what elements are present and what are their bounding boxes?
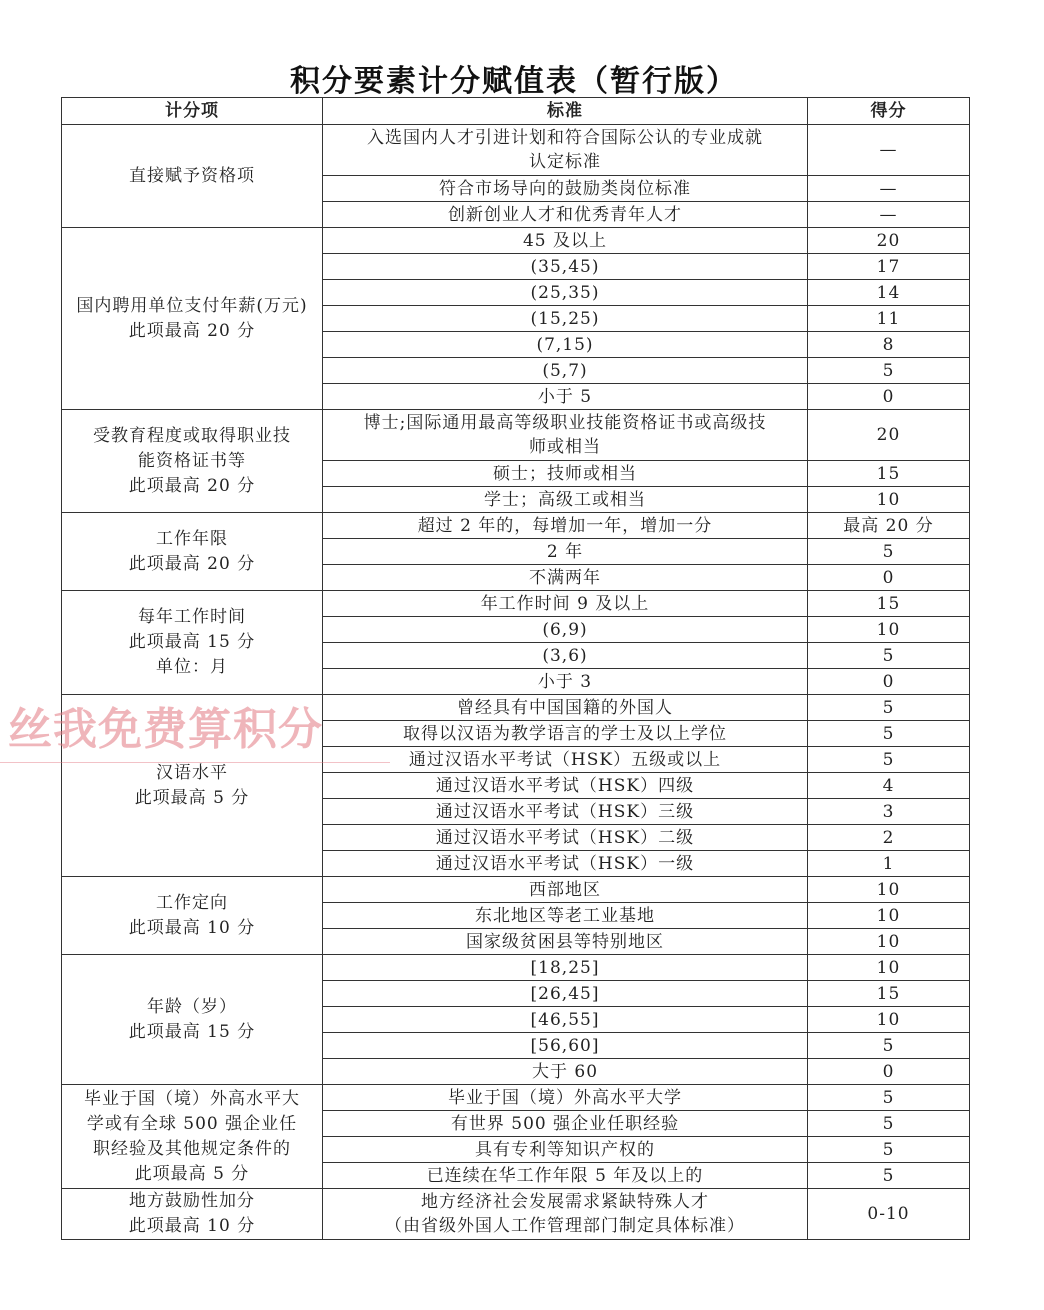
score-cell: 0 [808, 1059, 970, 1085]
standard-text: 师或相当 [529, 437, 601, 457]
standard-text: [18,25] [530, 957, 600, 978]
category-cell [62, 410, 323, 513]
standard-text: 通过汉语水平考试（HSK）五级或以上 [408, 749, 722, 770]
standard-cell [323, 306, 808, 332]
standard-cell [323, 929, 808, 955]
standard-text: 小于 5 [537, 386, 593, 407]
standard-text: 45 及以上 [522, 230, 608, 251]
score-cell: 11 [808, 306, 970, 332]
standard-text: 不满两年 [529, 567, 601, 588]
standard-text: 已连续在华工作年限 5 年及以上的 [426, 1165, 704, 1186]
standard-cell [323, 384, 808, 410]
standard-text: 大于 60 [531, 1061, 599, 1082]
table-row [62, 1189, 970, 1240]
standard-cell [323, 981, 808, 1007]
standard-text: （由省级外国人工作管理部门制定具体标准） [385, 1216, 745, 1236]
standard-text: (6,9) [542, 619, 588, 640]
category-label: 直接赋予资格项 [129, 165, 255, 186]
standard-cell [323, 1137, 808, 1163]
standard-text: 认定标准 [529, 152, 601, 172]
standard-cell [323, 1189, 808, 1240]
standard-text: (35,45) [530, 256, 600, 277]
category-label: 受教育程度或取得职业技 [93, 425, 291, 446]
score-cell: 15 [808, 981, 970, 1007]
standard-text: 硕士；技师或相当 [493, 463, 637, 484]
standard-cell [323, 721, 808, 747]
page-title: 积分要素计分赋值表（暂行版） [290, 64, 738, 99]
category-label: 地方鼓励性加分 [129, 1191, 255, 1211]
standard-cell [323, 877, 808, 903]
standard-text: (25,35) [530, 282, 600, 303]
standard-cell [323, 799, 808, 825]
standard-cell [323, 617, 808, 643]
standard-cell [323, 280, 808, 306]
standard-cell [323, 1085, 808, 1111]
standard-cell [323, 539, 808, 565]
score-cell: 10 [808, 955, 970, 981]
category-label: 此项最高 10 分 [128, 917, 256, 938]
category-label: 此项最高 20 分 [128, 553, 256, 574]
score-cell: 3 [808, 799, 970, 825]
category-label: 此项最高 5 分 [134, 787, 250, 808]
category-label: 此项最高 5 分 [134, 1163, 250, 1184]
category-label: 单位：月 [156, 657, 228, 677]
score-cell: 4 [808, 773, 970, 799]
score-cell: 10 [808, 617, 970, 643]
score-cell: 5 [808, 643, 970, 669]
standard-cell [323, 202, 808, 228]
standard-cell [323, 513, 808, 539]
standard-text: 国家级贫困县等特别地区 [466, 931, 664, 952]
score-cell: 5 [808, 747, 970, 773]
standard-text: [46,55] [530, 1009, 600, 1030]
standard-text: 有世界 500 强企业任职经验 [450, 1113, 680, 1134]
score-cell: 17 [808, 254, 970, 280]
score-cell: — [808, 202, 970, 228]
score-cell: 0 [808, 565, 970, 591]
category-label: 工作年限 [156, 528, 228, 549]
standard-cell [323, 773, 808, 799]
standard-cell [323, 695, 808, 721]
standard-cell [323, 1059, 808, 1085]
standard-cell [323, 176, 808, 202]
category-cell [62, 1189, 323, 1240]
standard-text: 小于 3 [537, 671, 593, 692]
score-cell: 5 [808, 1163, 970, 1189]
header-standard: 标准 [323, 98, 808, 125]
score-cell: 15 [808, 591, 970, 617]
category-label: 汉语水平 [156, 762, 228, 783]
standard-text: 通过汉语水平考试（HSK）二级 [435, 827, 695, 848]
category-cell [62, 591, 323, 695]
category-cell [62, 877, 323, 955]
score-cell: 最高 20 分 [808, 513, 970, 539]
table-row [62, 228, 970, 254]
standard-text: 符合市场导向的鼓励类岗位标准 [439, 178, 691, 199]
category-label: 此项最高 20 分 [128, 320, 256, 341]
category-label: 毕业于国（境）外高水平大 [84, 1088, 300, 1109]
score-cell: 0 [808, 384, 970, 410]
table-body [62, 125, 970, 1240]
standard-cell [323, 461, 808, 487]
category-label: 能资格证书等 [138, 450, 246, 471]
standard-text: 入选国内人才引进计划和符合国际公认的专业成就 [367, 128, 763, 148]
category-label: 此项最高 20 分 [128, 475, 256, 496]
standard-cell [323, 228, 808, 254]
header-item: 计分项 [62, 98, 323, 125]
category-cell [62, 1085, 323, 1189]
score-cell: — [808, 176, 970, 202]
score-cell: 5 [808, 1137, 970, 1163]
standard-text: (15,25) [530, 308, 600, 329]
category-cell [62, 125, 323, 228]
score-cell: 0-10 [808, 1189, 970, 1240]
standard-cell [323, 358, 808, 384]
header-score: 得分 [808, 98, 970, 125]
score-cell: 1 [808, 851, 970, 877]
score-cell: 20 [808, 410, 970, 461]
category-cell [62, 955, 323, 1085]
standard-cell [323, 903, 808, 929]
category-label: 国内聘用单位支付年薪(万元) [76, 295, 308, 316]
standard-cell [323, 487, 808, 513]
category-cell [62, 228, 323, 410]
score-cell: 5 [808, 1111, 970, 1137]
standard-cell [323, 669, 808, 695]
score-cell: — [808, 125, 970, 176]
table-row [62, 591, 970, 617]
category-label: 每年工作时间 [138, 607, 246, 627]
score-cell: 10 [808, 929, 970, 955]
category-label: 职经验及其他规定条件的 [93, 1138, 291, 1159]
standard-text: 具有专利等知识产权的 [475, 1139, 655, 1160]
standard-text: 博士;国际通用最高等级职业技能资格证书或高级技 [363, 413, 767, 433]
standard-cell [323, 851, 808, 877]
score-cell: 5 [808, 695, 970, 721]
standard-text: 通过汉语水平考试（HSK）一级 [435, 853, 695, 874]
score-cell: 5 [808, 721, 970, 747]
table-row [62, 1085, 970, 1111]
score-cell: 2 [808, 825, 970, 851]
standard-cell [323, 643, 808, 669]
standard-text: 西部地区 [529, 879, 601, 900]
category-cell [62, 513, 323, 591]
standard-cell [323, 591, 808, 617]
table-row [62, 877, 970, 903]
table-row [62, 955, 970, 981]
table-row [62, 125, 970, 176]
score-cell: 10 [808, 1007, 970, 1033]
standard-cell [323, 1007, 808, 1033]
standard-cell [323, 1111, 808, 1137]
category-label: 此项最高 10 分 [128, 1216, 256, 1236]
standard-text: (3,6) [542, 645, 588, 666]
score-cell: 15 [808, 461, 970, 487]
standard-cell [323, 747, 808, 773]
standard-cell [323, 254, 808, 280]
standard-cell [323, 1033, 808, 1059]
score-cell: 5 [808, 358, 970, 384]
header-row [62, 98, 970, 125]
standard-cell [323, 825, 808, 851]
standard-cell [323, 125, 808, 176]
standard-cell [323, 1163, 808, 1189]
score-cell: 10 [808, 487, 970, 513]
standard-text: 地方经济社会发展需求紧缺特殊人才 [421, 1192, 709, 1212]
table-row [62, 410, 970, 461]
standard-cell [323, 410, 808, 461]
score-cell: 10 [808, 903, 970, 929]
standard-text: 年工作时间 9 及以上 [480, 593, 650, 614]
standard-text: 东北地区等老工业基地 [475, 905, 655, 926]
standard-text: [26,45] [530, 983, 600, 1004]
standard-text: 创新创业人才和优秀青年人才 [448, 204, 682, 225]
table-row [62, 513, 970, 539]
score-cell: 5 [808, 1033, 970, 1059]
standard-text: 通过汉语水平考试（HSK）四级 [435, 775, 695, 796]
score-cell: 8 [808, 332, 970, 358]
standard-text: 曾经具有中国国籍的外国人 [457, 697, 673, 718]
standard-text: 2 年 [546, 541, 584, 562]
score-cell: 10 [808, 877, 970, 903]
category-label: 此项最高 15 分 [128, 632, 256, 652]
score-cell: 5 [808, 539, 970, 565]
standard-text: (7,15) [536, 334, 594, 355]
standard-text: 取得以汉语为教学语言的学士及以上学位 [403, 723, 727, 744]
standard-text: 超过 2 年的，每增加一年，增加一分 [417, 515, 713, 536]
standard-cell [323, 955, 808, 981]
standard-text: [56,60] [530, 1035, 600, 1056]
score-cell: 20 [808, 228, 970, 254]
standard-text: (5,7) [542, 360, 588, 381]
standard-cell [323, 565, 808, 591]
standard-text: 毕业于国（境）外高水平大学 [448, 1087, 682, 1108]
watermark: 丝我免费算积分 [8, 704, 323, 755]
score-cell: 5 [808, 1085, 970, 1111]
category-label: 年龄（岁） [147, 996, 237, 1017]
category-label: 工作定向 [156, 892, 228, 913]
standard-text: 学士；高级工或相当 [484, 489, 646, 510]
watermark-underline [0, 762, 390, 763]
standard-text: 通过汉语水平考试（HSK）三级 [435, 801, 695, 822]
score-cell: 0 [808, 669, 970, 695]
category-label: 此项最高 15 分 [128, 1021, 256, 1042]
score-table [61, 97, 970, 1240]
standard-cell [323, 332, 808, 358]
category-label: 学或有全球 500 强企业任 [86, 1113, 298, 1134]
score-cell: 14 [808, 280, 970, 306]
